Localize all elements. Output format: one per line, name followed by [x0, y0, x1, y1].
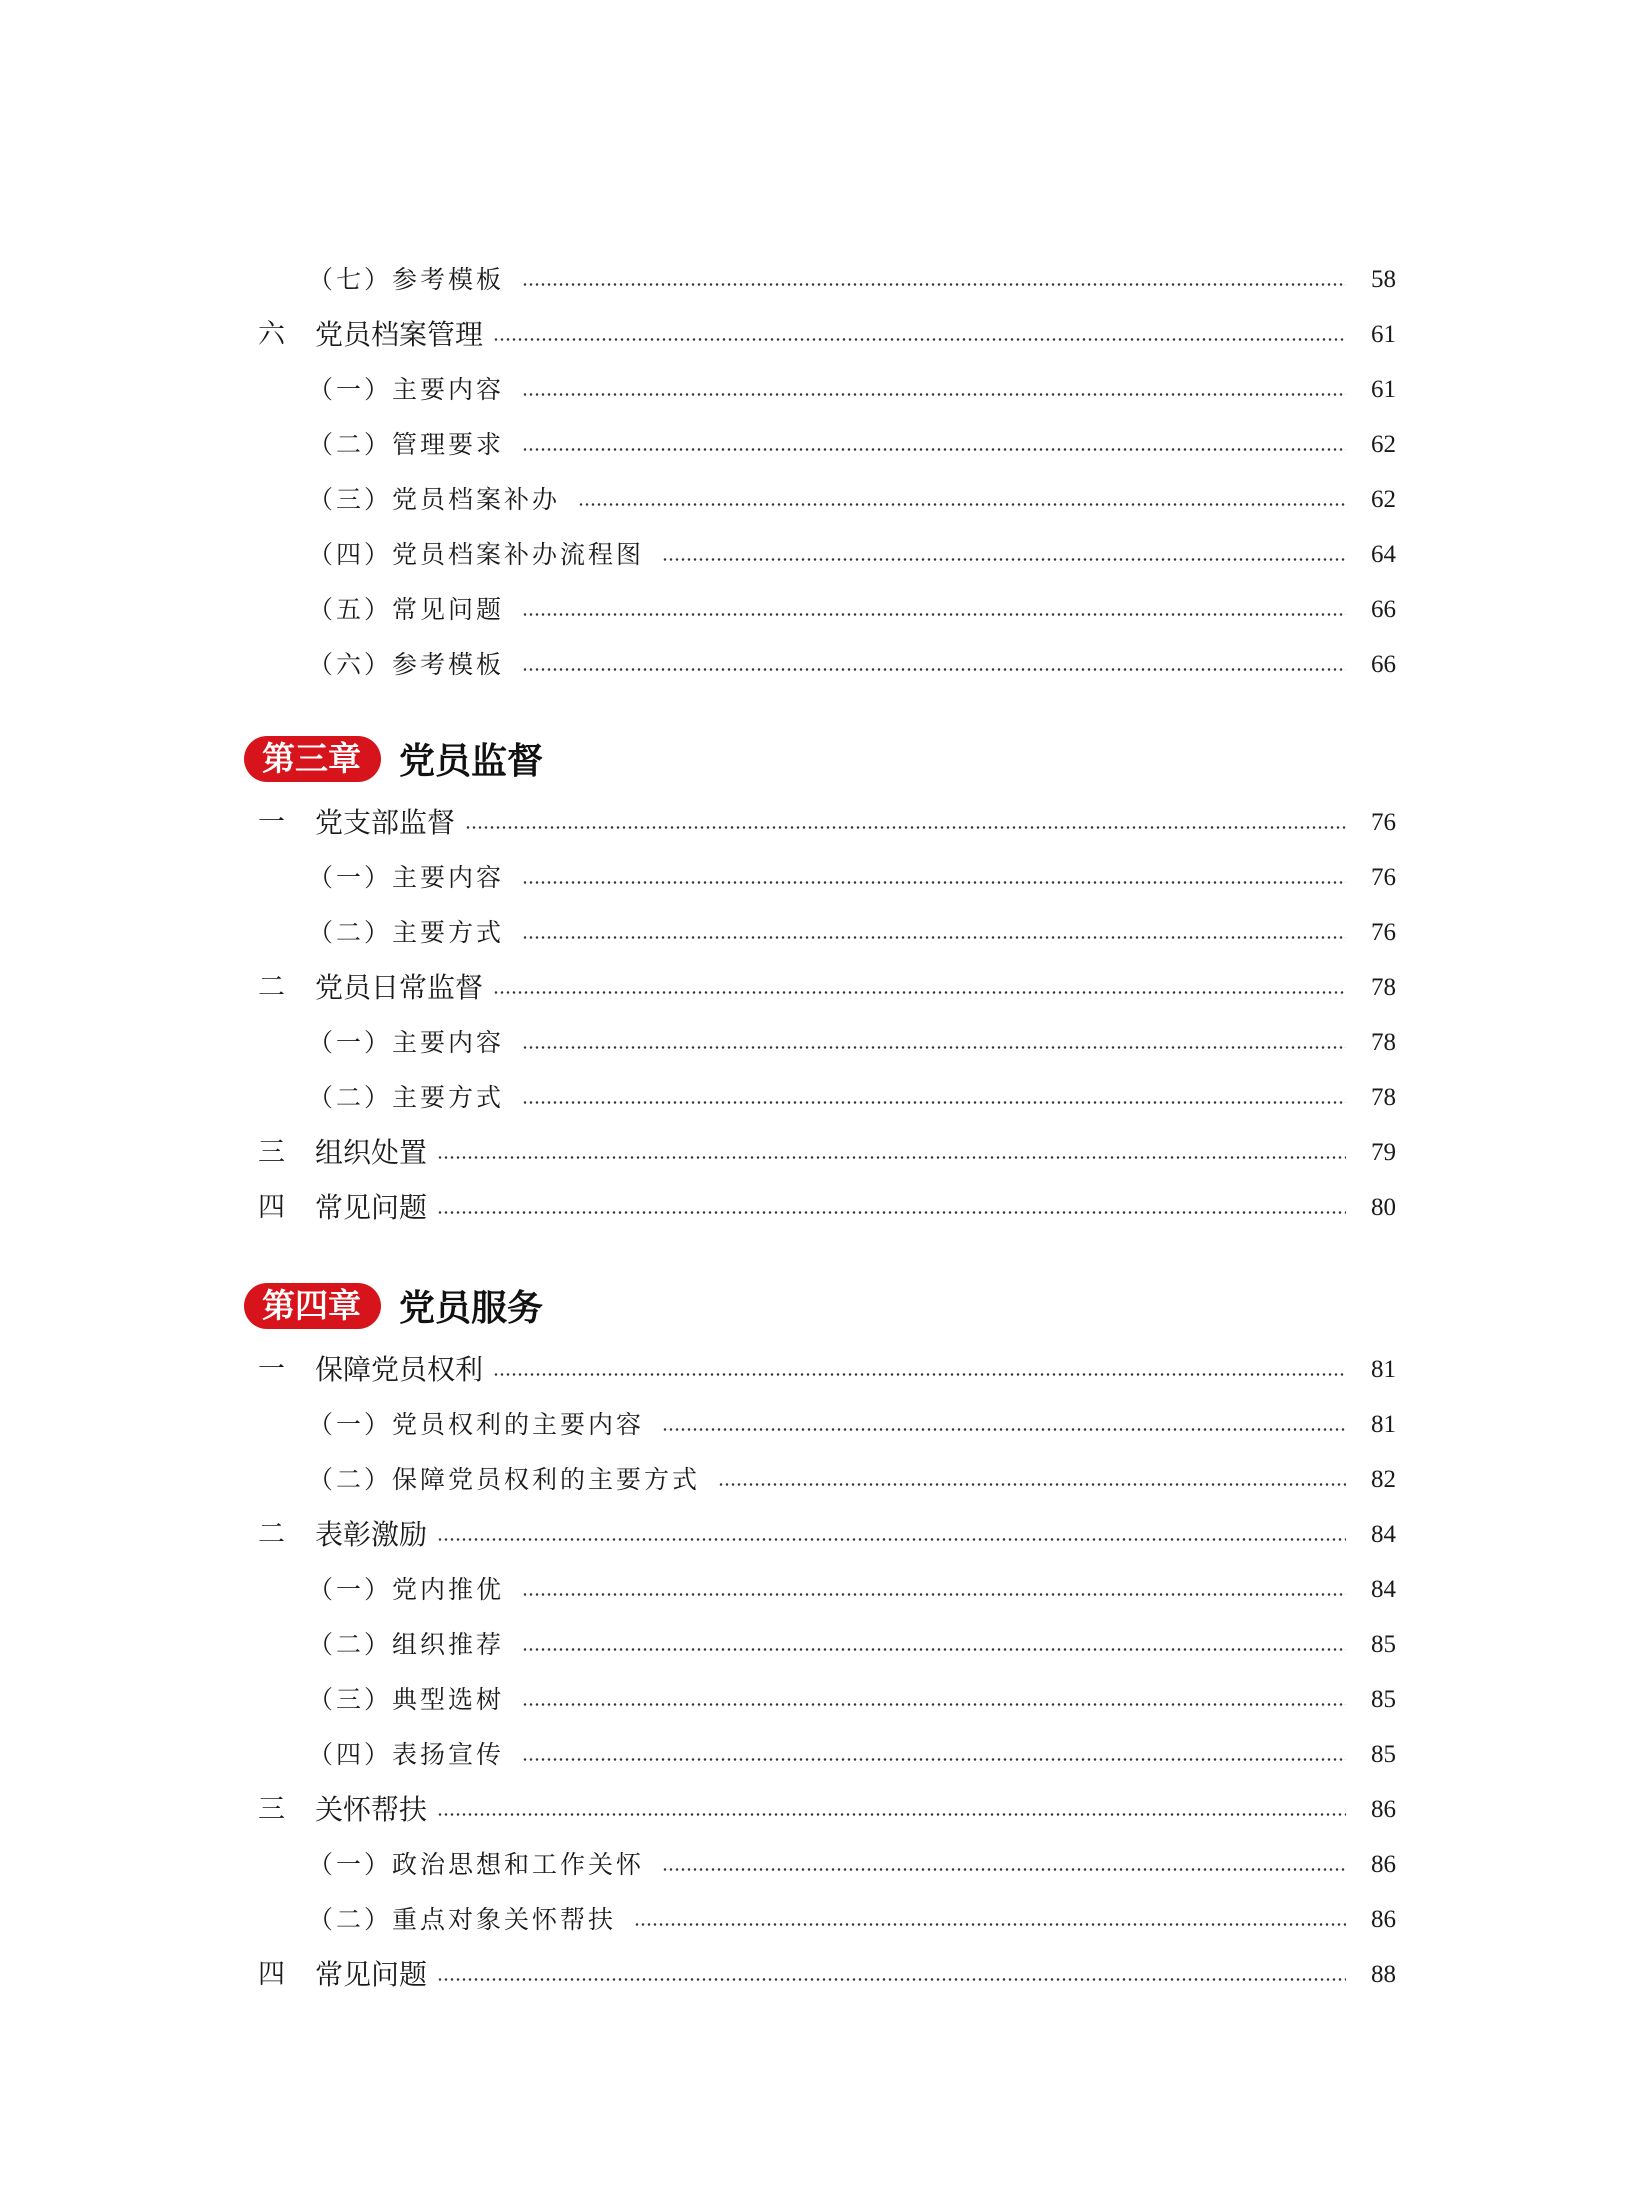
- dot-leader: [522, 936, 1346, 939]
- toc-entry-subsection[interactable]: [0, 417, 1632, 472]
- toc-entry-subsection[interactable]: [0, 1562, 1632, 1617]
- dot-leader: [437, 1538, 1346, 1541]
- toc-entry-section[interactable]: [0, 1947, 1632, 2002]
- entry-title: （六）参考模板: [308, 650, 505, 679]
- page-number: 85: [1371, 1631, 1396, 1658]
- section-number: 三: [258, 1794, 285, 1825]
- chapter-badge: 第三章: [244, 736, 381, 782]
- toc-entry-section[interactable]: [0, 1180, 1632, 1235]
- toc-entry-subsection[interactable]: [0, 850, 1632, 905]
- entry-title: （一）主要内容: [308, 375, 505, 404]
- dot-leader: [662, 558, 1346, 561]
- dot-leader: [522, 1703, 1346, 1706]
- dot-leader: [522, 393, 1346, 396]
- page-number: 86: [1371, 1851, 1396, 1878]
- dot-leader: [493, 991, 1346, 994]
- page-number: 88: [1371, 1961, 1396, 1988]
- page-number: 66: [1371, 596, 1396, 623]
- entry-title: （一）主要内容: [308, 863, 505, 892]
- toc-entry-subsection[interactable]: [0, 1070, 1632, 1125]
- section-number: 二: [258, 972, 285, 1003]
- section-number: 一: [258, 807, 285, 838]
- section-number: 四: [258, 1192, 285, 1223]
- page-number: 76: [1371, 919, 1396, 946]
- page-number: 78: [1371, 974, 1396, 1001]
- toc-entry-subsection[interactable]: [0, 362, 1632, 417]
- entry-title: （四）表扬宣传: [308, 1740, 505, 1769]
- page-number: 76: [1371, 864, 1396, 891]
- dot-leader: [522, 448, 1346, 451]
- chapter-badge: 第四章: [244, 1283, 381, 1329]
- entry-title: （二）重点对象关怀帮扶: [308, 1905, 617, 1934]
- entry-title: （一）党内推优: [308, 1575, 505, 1604]
- chapter-heading[interactable]: [0, 1271, 1632, 1340]
- page-number: 76: [1371, 809, 1396, 836]
- section-number: 三: [258, 1137, 285, 1168]
- dot-leader: [437, 1211, 1346, 1214]
- toc-entry-list: [0, 252, 1632, 692]
- toc-entry-section[interactable]: [0, 307, 1632, 362]
- page-number: 62: [1371, 486, 1396, 513]
- dot-leader: [662, 1868, 1346, 1871]
- page-number: 78: [1371, 1029, 1396, 1056]
- dot-leader: [522, 283, 1346, 286]
- toc-entry-subsection[interactable]: [0, 1837, 1632, 1892]
- section-number: 六: [258, 319, 285, 350]
- page-number: 84: [1371, 1576, 1396, 1603]
- toc-entry-subsection[interactable]: [0, 527, 1632, 582]
- chapter-heading[interactable]: [0, 724, 1632, 793]
- entry-title: （一）主要内容: [308, 1028, 505, 1057]
- entry-title: 党员档案管理: [315, 318, 484, 351]
- toc-chapter-3: [0, 724, 1632, 1235]
- entry-title: （四）党员档案补办流程图: [308, 540, 645, 569]
- dot-leader: [437, 1156, 1346, 1159]
- entry-title: （二）保障党员权利的主要方式: [308, 1465, 701, 1494]
- dot-leader: [522, 1593, 1346, 1596]
- dot-leader: [634, 1923, 1346, 1926]
- page-number: 86: [1371, 1906, 1396, 1933]
- toc-entry-subsection[interactable]: [0, 1617, 1632, 1672]
- page-number: 61: [1371, 321, 1396, 348]
- toc-entry-subsection[interactable]: [0, 1672, 1632, 1727]
- toc-entry-subsection[interactable]: [0, 1727, 1632, 1782]
- dot-leader: [718, 1483, 1346, 1486]
- toc-entry-subsection[interactable]: [0, 472, 1632, 527]
- toc-entry-subsection[interactable]: [0, 637, 1632, 692]
- dot-leader: [522, 1758, 1346, 1761]
- page-number: 85: [1371, 1741, 1396, 1768]
- page-number: 81: [1371, 1411, 1396, 1438]
- toc-entry-section[interactable]: [0, 1782, 1632, 1837]
- entry-title: （二）组织推荐: [308, 1630, 505, 1659]
- page-number: 78: [1371, 1084, 1396, 1111]
- entry-title: 表彰激励: [315, 1518, 428, 1551]
- page-number: 79: [1371, 1139, 1396, 1166]
- toc-entry-section[interactable]: [0, 795, 1632, 850]
- page-number: 84: [1371, 1521, 1396, 1548]
- page-number: 85: [1371, 1686, 1396, 1713]
- toc-chapter-4: [0, 1271, 1632, 2002]
- dot-leader: [522, 668, 1346, 671]
- entry-title: （二）主要方式: [308, 918, 505, 947]
- toc-entry-subsection[interactable]: [0, 252, 1632, 307]
- chapter-title: 党员监督: [399, 741, 544, 782]
- page-number: 82: [1371, 1466, 1396, 1493]
- section-number: 一: [258, 1354, 285, 1385]
- dot-leader: [465, 826, 1346, 829]
- toc-entry-subsection[interactable]: [0, 1452, 1632, 1507]
- dot-leader: [437, 1978, 1346, 1981]
- section-number: 四: [258, 1959, 285, 1990]
- entry-title: 保障党员权利: [315, 1353, 484, 1386]
- toc-entry-subsection[interactable]: [0, 1892, 1632, 1947]
- dot-leader: [522, 1046, 1346, 1049]
- entry-title: （七）参考模板: [308, 265, 505, 294]
- entry-title: （二）主要方式: [308, 1083, 505, 1112]
- dot-leader: [437, 1813, 1346, 1816]
- entry-title: （一）政治思想和工作关怀: [308, 1850, 645, 1879]
- toc-entry-list: [0, 1342, 1632, 2002]
- entry-title: （三）党员档案补办: [308, 485, 561, 514]
- dot-leader: [578, 503, 1346, 506]
- chapter-title: 党员服务: [399, 1288, 544, 1329]
- dot-leader: [522, 881, 1346, 884]
- toc-entry-list: [0, 795, 1632, 1235]
- entry-title: 常见问题: [315, 1191, 428, 1224]
- toc-entry-subsection[interactable]: [0, 582, 1632, 637]
- dot-leader: [522, 613, 1346, 616]
- dot-leader: [493, 338, 1346, 341]
- dot-leader: [493, 1373, 1346, 1376]
- page-number: 61: [1371, 376, 1396, 403]
- page-number: 81: [1371, 1356, 1396, 1383]
- page-number: 58: [1371, 266, 1396, 293]
- entry-title: 常见问题: [315, 1958, 428, 1991]
- page-number: 66: [1371, 651, 1396, 678]
- page-number: 64: [1371, 541, 1396, 568]
- toc-entry-section[interactable]: [0, 960, 1632, 1015]
- toc-entry-subsection[interactable]: [0, 1397, 1632, 1452]
- entry-title: 组织处置: [315, 1136, 428, 1169]
- page-number: 62: [1371, 431, 1396, 458]
- toc-entry-section[interactable]: [0, 1125, 1632, 1180]
- dot-leader: [522, 1101, 1346, 1104]
- dot-leader: [522, 1648, 1346, 1651]
- entry-title: （三）典型选树: [308, 1685, 505, 1714]
- page-number: 86: [1371, 1796, 1396, 1823]
- toc-entry-subsection[interactable]: [0, 905, 1632, 960]
- entry-title: （二）管理要求: [308, 430, 505, 459]
- entry-title: 党员日常监督: [315, 971, 484, 1004]
- toc-section-continued: [0, 252, 1632, 692]
- toc-entry-subsection[interactable]: [0, 1015, 1632, 1070]
- page-number: 80: [1371, 1194, 1396, 1221]
- entry-title: 党支部监督: [315, 806, 456, 839]
- entry-title: 关怀帮扶: [315, 1793, 428, 1826]
- toc-entry-section[interactable]: [0, 1507, 1632, 1562]
- entry-title: （五）常见问题: [308, 595, 505, 624]
- section-number: 二: [258, 1519, 285, 1550]
- toc-entry-section[interactable]: [0, 1342, 1632, 1397]
- dot-leader: [662, 1428, 1346, 1431]
- entry-title: （一）党员权利的主要内容: [308, 1410, 645, 1439]
